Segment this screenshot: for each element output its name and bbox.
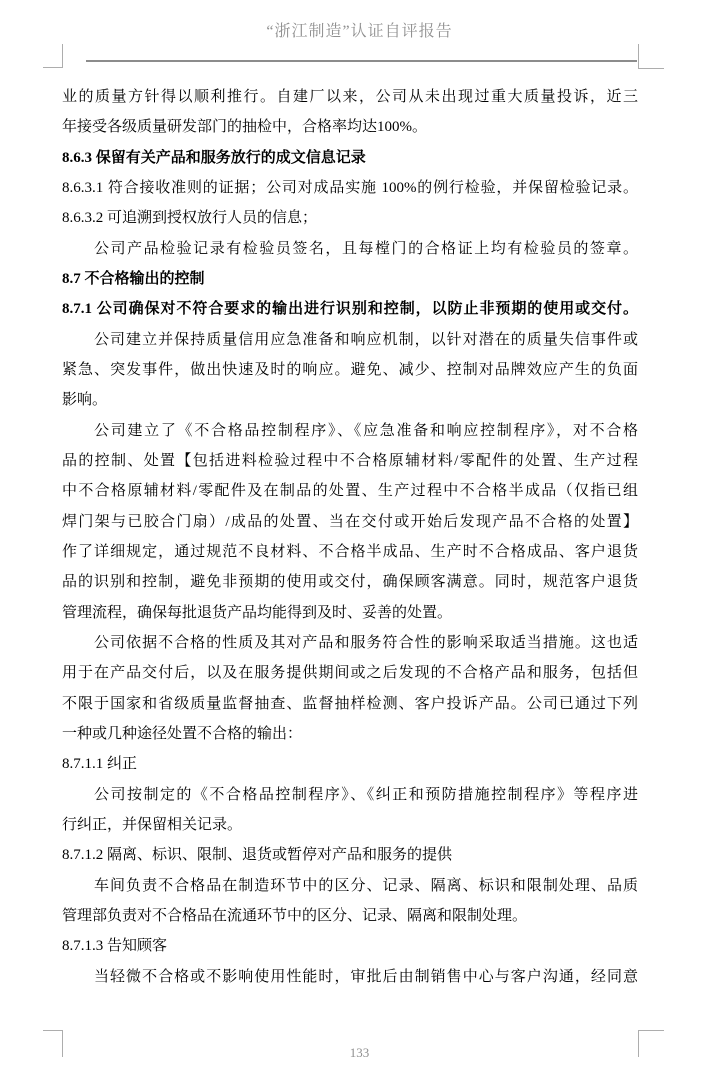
body-text-line: 公司依据不合格的性质及其对产品和服务符合性的影响采取适当措施。这也适 — [94, 634, 638, 651]
body-text-line: 车间负责不合格品在制造环节中的区分、记录、隔离、标识和限制处理、品质 — [94, 877, 638, 894]
body-text-line: 品的控制、处置【包括进料检验过程中不合格原辅材料/零配件的处置、生产过程 — [62, 452, 638, 469]
body-text-line: 一种或几种途径处置不合格的输出： — [62, 725, 303, 742]
body-text-line: 业的质量方针得以顺利推行。自建厂以来，公司从未出现过重大质量投诉，近三 — [62, 89, 638, 105]
body-text-line: 用于在产品交付后，以及在服务提供期间或之后发现的不合格产品和服务，包括但 — [62, 665, 638, 682]
body-text-line: 行纠正，并保留相关记录。 — [62, 816, 243, 833]
body-text-line: 8.6.3.2 可追溯到授权放行人员的信息； — [62, 210, 318, 227]
page-header-title: “浙江制造”认证自评报告 — [266, 23, 453, 40]
body-text-line: 8.7.1.3 告知顾客 — [62, 938, 168, 955]
page-number: 133 — [349, 1045, 370, 1060]
body-text-line: 公司建立并保持质量信用应急准备和响应机制，以针对潜在的质量失信事件或 — [94, 331, 638, 348]
section-heading-line: 8.6.3 保留有关产品和服务放行的成文信息记录 — [62, 149, 366, 166]
body-text-line: 公司按制定的《不合格品控制程序》、《纠正和预防措施控制程序》等程序进 — [94, 786, 638, 803]
body-text-line: 8.7.1.2 隔离、标识、限制、退货或暂停对产品和服务的提供 — [62, 847, 453, 864]
body-text-line: 品的识别和控制，避免非预期的使用或交付，确保顾客满意。同时，规范客户退货 — [62, 574, 638, 591]
body-text-line: 作了详细规定，通过规范不良材料、不合格半成品、生产时不合格成品、客户退货 — [62, 543, 638, 560]
margin-crop-mark-top-right — [638, 44, 664, 69]
header-rule — [86, 60, 637, 62]
body-text-line: 焊门架与已胶合门扇）/成品的处置、当在交付或开始后发现产品不合格的处置】 — [62, 513, 638, 530]
body-text-line: 中不合格原辅材料/零配件及在制品的处置、生产过程中不合格半成品（仅指已组 — [62, 483, 638, 500]
section-heading-line: 8.7.1 公司确保对不符合要求的输出进行识别和控制，以防止非预期的使用或交付。 — [62, 301, 638, 318]
body-text-line: 8.6.3.1 符合接收准则的证据；公司对成品实施 100%的例行检验，并保留检验记录。 — [62, 179, 638, 196]
body-text-line: 公司产品检验记录有检验员签名，且每樘门的合格证上均有检验员的签章。 — [94, 240, 638, 257]
body-text-line: 管理部负责对不合格品在流通环节中的区分、记录、隔离和限制处理。 — [62, 907, 528, 924]
body-text-line: 公司建立了《不合格品控制程序》、《应急准备和响应控制程序》，对不合格 — [94, 422, 638, 439]
body-text-line: 影响。 — [62, 392, 108, 409]
body-text-line: 年接受各级质量研发部门的抽检中，合格率均达100%。 — [62, 119, 427, 136]
margin-crop-mark-top-left — [43, 44, 63, 68]
body-text-line: 紧急、突发事件，做出快速及时的响应。避免、减少、控制对品牌效应产生的负面 — [62, 361, 638, 378]
section-heading-line: 8.7 不合格输出的控制 — [62, 270, 205, 287]
document-body — [62, 82, 638, 992]
body-text-line: 当轻微不合格或不影响使用性能时，审批后由制销售中心与客户沟通，经同意 — [94, 968, 638, 985]
body-text-line: 管理流程，确保每批退货产品均能得到及时、妥善的处置。 — [62, 604, 453, 621]
body-text-line: 不限于国家和省级质量监督抽查、监督抽样检测、客户投诉产品。公司已通过下列 — [62, 695, 638, 712]
body-text-line: 8.7.1.1 纠正 — [62, 756, 138, 773]
